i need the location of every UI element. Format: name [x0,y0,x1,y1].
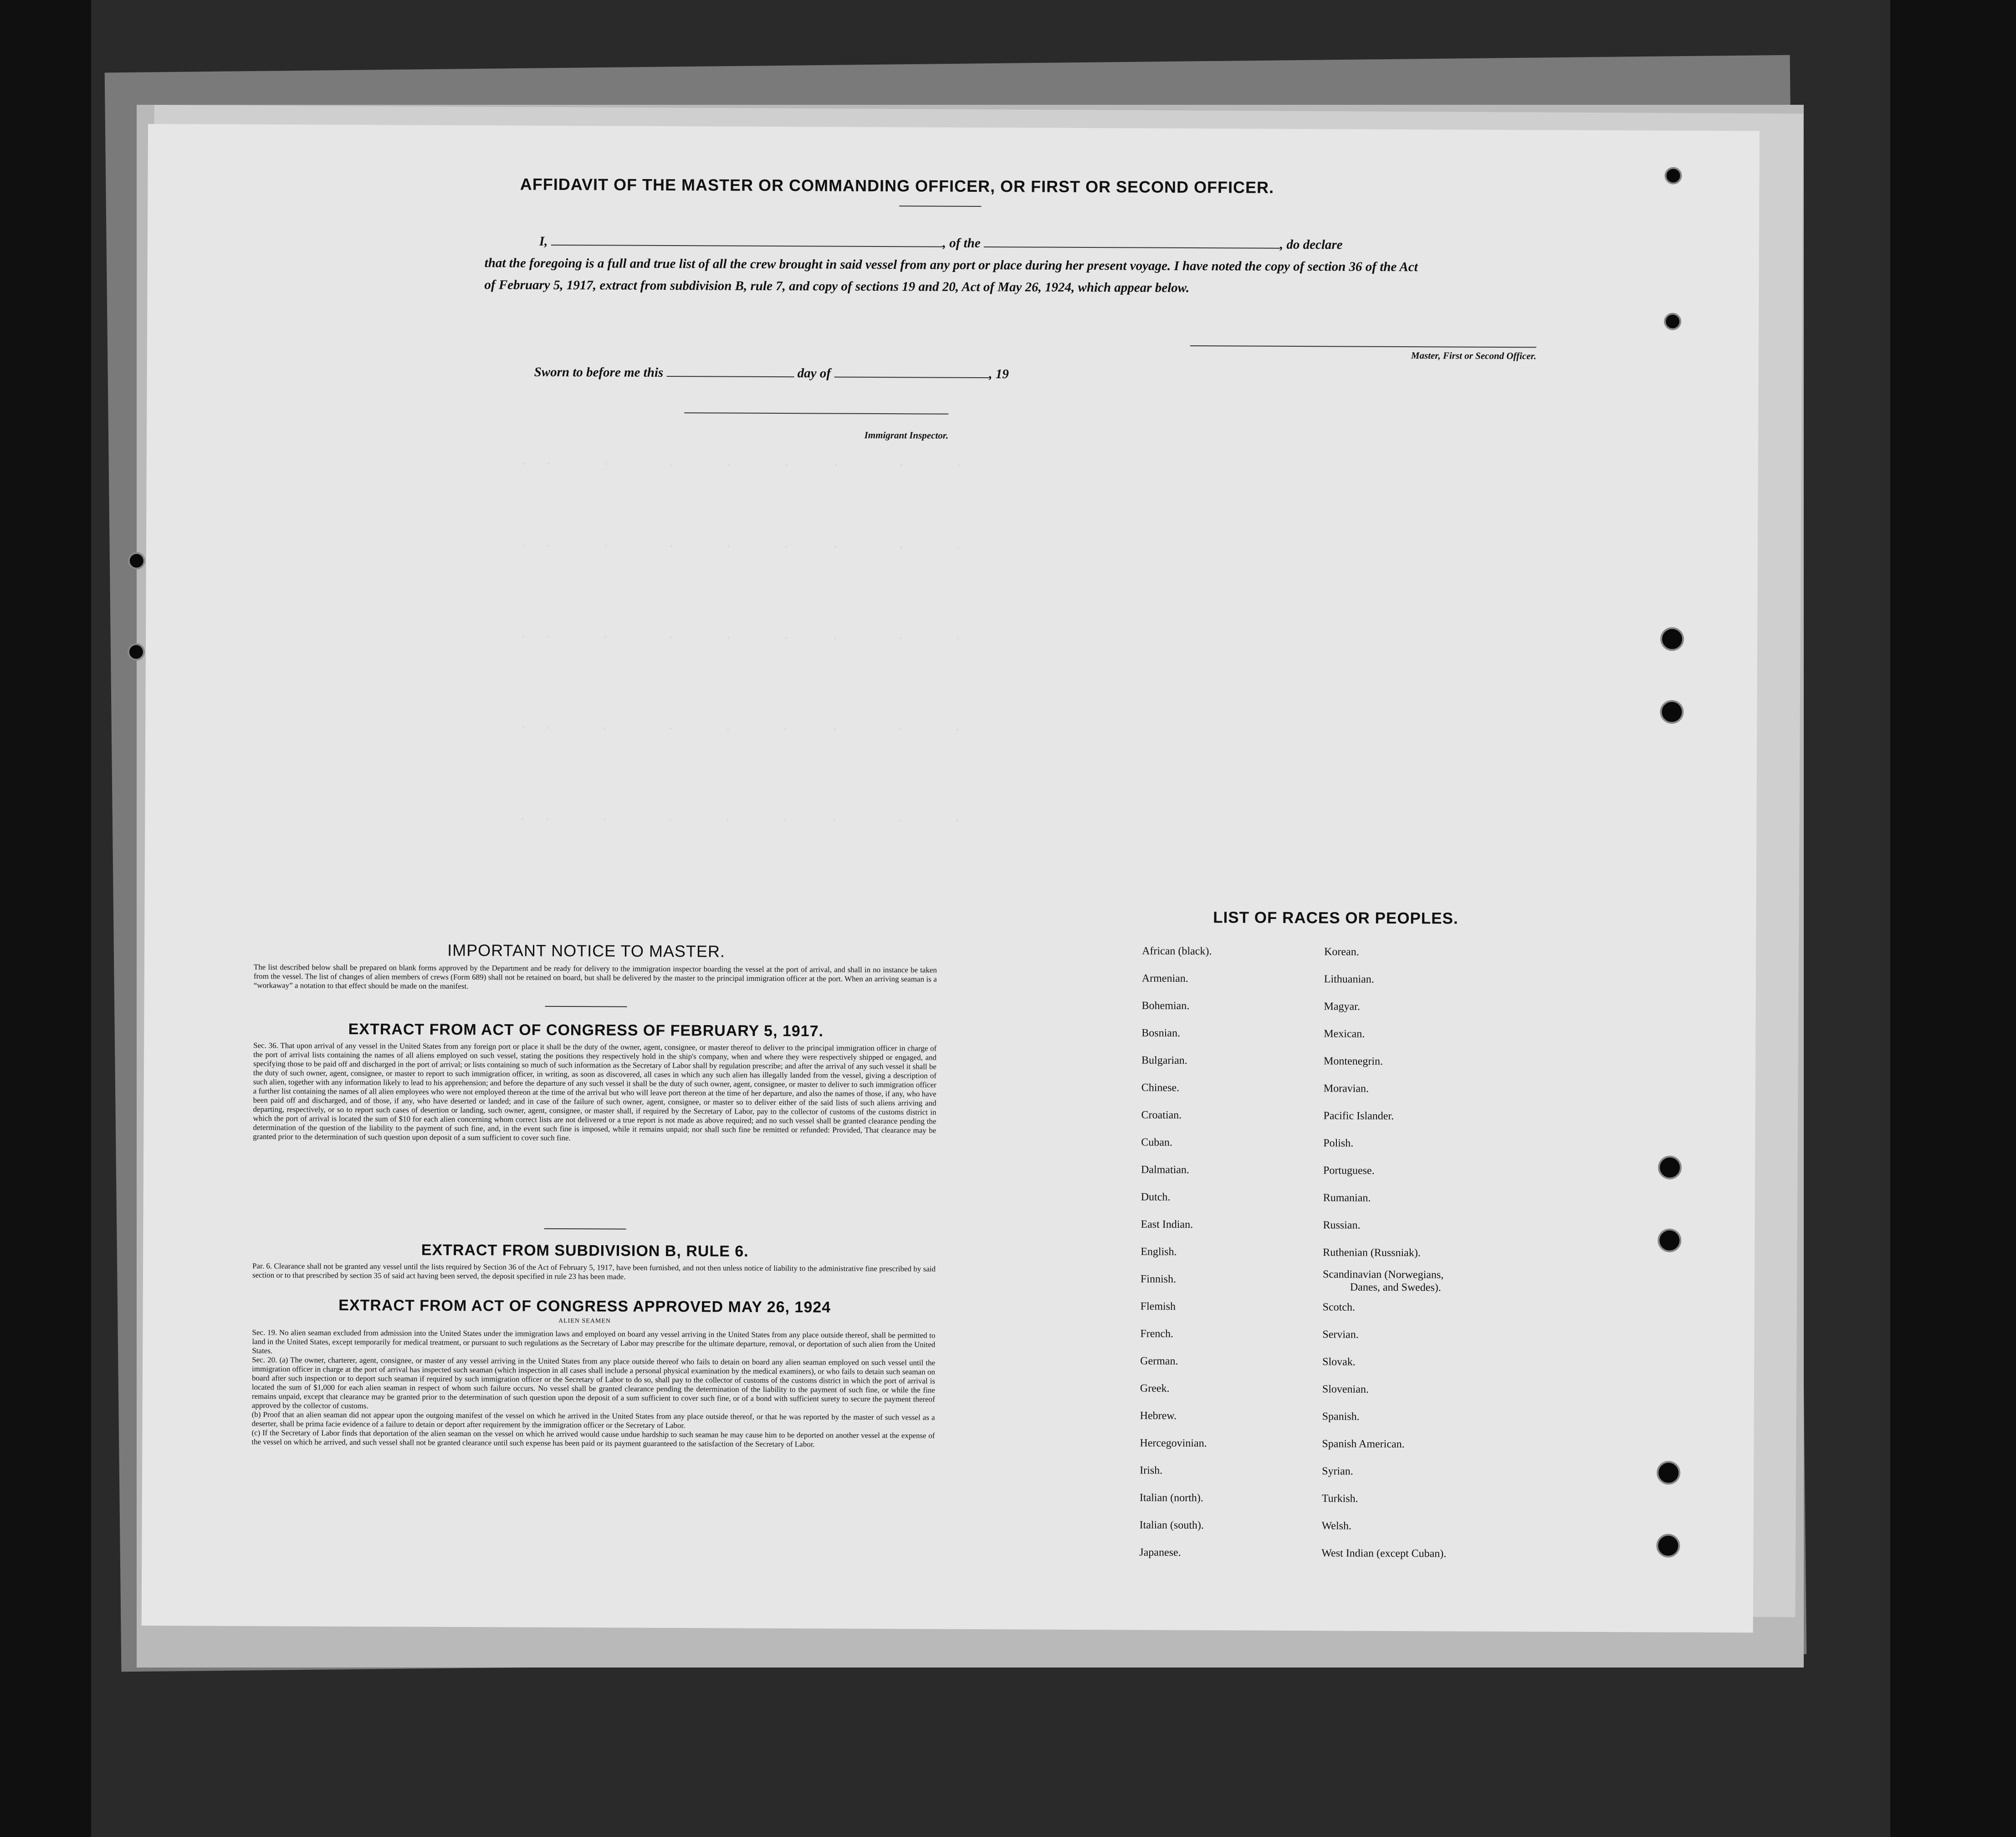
race-item: Scotch. [1322,1301,1356,1314]
race-item: Dutch. [1141,1191,1171,1203]
race-item: Korean. [1324,946,1359,958]
sworn-day-blank[interactable] [666,365,794,377]
bleed-through: . . . . . . . . . [520,453,963,471]
sworn-month-blank[interactable] [834,366,989,378]
race-item: Pacific Islander. [1323,1110,1394,1122]
race-item: Finnish. [1140,1273,1177,1285]
sworn-line [534,364,1009,382]
race-item: Irish. [1140,1464,1163,1477]
sec-20c-text: (c) If the Secretary of Labor finds that deportation of the alien seaman on the vessel on which he arrived would cause undue hardship to such seaman he may cause him to be deported on another vessel at the expense of the vessel on which he arrived, and such vessel shall not be granted clearance until such expense has been paid or its payment guaranteed to the satisfaction of the Secretary of Labor. [251,1428,935,1449]
extract-1917-text: Sec. 36. That upon arrival of any vessel in the United States from any foreign port or place it shall be the duty of the owner, agent, consignee, or master thereof to deliver to the principal immigration officer in charge of the port of arrival lists containing the names of all aliens employed on such vessel, stating the positions they respectively hold in the ship's company, when and where they were respectively shipped or engaged, and specifying those to be paid off and discharged in the port of arrival; or lists containing so much of such information as the Secretary of Labor shall by regulation prescribe; and after the arrival of any such vessel it shall be the duty of such owner, agent, consignee, or master to report to such immigration officer, in writing, as soon as discovered, all cases in which any such alien has illegally landed from the vessel, giving a description of such alien, together with any information likely to lead to his apprehension; and before the departure of any such vessel it shall be the duty of such owner, agent, consignee, or master to deliver to such immigration officer a further list containing the names of all alien employees who were not employed thereon at the time of the arrival but who will leave port thereon at the time of her departure, and also the names of those, if any, who have been paid off and discharged, and of those, if any, who have deserted or landed; and in case of the failure of such owner, agent, consignee, or master so to deliver either of the said lists of such aliens arriving and departing, respectively, or so to report such cases of desertion or landing, such owner, agent, consignee, or master shall, if required by the Secretary of Labor, pay to the collector of customs of the customs district in which the port of arrival is located the sum of $10 for each alien concerning whom correct lists are not delivered or a true report is not made as above required; and no such vessel shall be granted clearance pending the determination of the question of the liability to the payment of such fine, and, in the event such fine is imposed, while it remains unpaid; nor shall such fine be remitted or refunded: Provided, That clearance may be granted prior to the determination of such question upon deposit of a sum sufficient to cover such fine. [253,1041,937,1143]
sec-19-text: Sec. 19. No alien seaman excluded from admission into the United States under the immigration laws and employed on board any vessel arriving in the United States from any place outside thereof, shall be permitted to land in the United States, except temporarily for medical treatment, or pursuant to such regulations as the Secretary of Labor may prescribe for the ultimate departure, removal, or deportation of such alien from the United States. [252,1328,936,1355]
extract-rule6-text: Par. 6. Clearance shall not be granted any vessel until the lists required by Section 36 of the Act of February 5, 1917, have been furnished, and not then unless notice of liability to the administrative fine prescribed by said section or to that prescribed by section 35 of said act having been served, the deposit specified in rule 23 has been made. [252,1262,936,1281]
race-item: Lithuanian. [1324,973,1374,985]
inspector-signature-line[interactable] [684,412,948,415]
punch-hole [1656,1534,1680,1557]
race-item: Japanese. [1139,1546,1181,1559]
race-item: Mexican. [1324,1028,1365,1040]
race-item: English. [1141,1246,1177,1258]
race-item: Bosnian. [1141,1027,1181,1039]
race-item: Spanish American. [1322,1438,1405,1451]
section-rule [545,1006,627,1007]
race-item: Welsh. [1321,1520,1352,1532]
race-item: Russian. [1323,1219,1361,1232]
inspector-label: Immigrant Inspector. [864,429,949,441]
sworn-prefix: Sworn to before me this [534,364,664,380]
race-item: Cuban. [1141,1136,1172,1149]
race-item: West Indian (except Cuban). [1321,1547,1447,1560]
of-the-text: , of the [942,236,981,251]
race-item: Ruthenian (Russniak). [1323,1247,1421,1259]
race-item: Portuguese. [1323,1165,1375,1177]
race-item: Dalmatian. [1141,1164,1190,1176]
race-item: Slovenian. [1322,1383,1369,1396]
race-item: Rumanian. [1323,1192,1371,1204]
sworn-year: , 19 [989,367,1009,382]
punch-hole [1660,700,1683,724]
extract-1917-title: EXTRACT FROM ACT OF CONGRESS OF FEBRUARY 5, 1917. [348,1020,824,1040]
race-item: East Indian. [1141,1218,1193,1231]
extract-rule6-title: EXTRACT FROM SUBDIVISION B, RULE 6. [421,1241,749,1260]
race-item: Hebrew. [1140,1410,1177,1422]
punch-hole [1658,1155,1682,1179]
race-item: Armenian. [1141,972,1188,985]
race-item: Scandinavian (Norwegians, [1322,1268,1444,1281]
race-item: Turkish. [1321,1493,1358,1505]
races-column-1 [1139,938,1212,1567]
race-item: Slovak. [1322,1356,1356,1368]
races-column-2 [1321,938,1449,1567]
sworn-day-of: day of [797,366,831,381]
race-item: Bulgarian. [1141,1054,1187,1067]
race-item: German. [1140,1355,1178,1367]
vessel-name-blank[interactable] [984,236,1280,249]
notice-text: The list described below shall be prepared on blank forms approved by the Department and be ready for delivery to the immigration inspector boarding the vessel at the port of arrival, and shall in no instance be taken from the vessel. The list of changes of alien members of crews (Form 689) shall not be retained on board, but shall be delivered by the master to the principal immigration officer at the port. When an arriving seaman is a “workaway” a notation to that effect should be made on the manifest. [253,963,937,991]
race-item: Greek. [1140,1382,1170,1395]
title-rule [899,205,981,207]
race-item: Hercegovinian. [1140,1437,1207,1450]
race-item: Magyar. [1324,1001,1360,1013]
punch-hole [1664,167,1682,185]
declarant-name-blank[interactable] [551,234,943,247]
race-item: Bohemian. [1141,1000,1190,1012]
signature-line[interactable] [1190,345,1536,348]
race-item: Moravian. [1323,1083,1369,1095]
bleed-through: . . . . . . . . . [518,809,962,826]
race-item: Italian (north). [1139,1492,1203,1504]
bleed-through: . . . . . . . . . [519,535,963,553]
race-item: French. [1140,1328,1174,1340]
race-item: Servian. [1322,1329,1359,1341]
punch-hole [1664,313,1681,330]
affidavit-statement: that the foregoing is a full and true list of all the crew brought in said vessel from any port or place during her present voyage. I have noted the copy of section 36 of the Act of February 5, 1917, extract from subdivision B, rule 7, and copy of sections 19 and 20, Act of May 26, 1924, which appear below. [484,256,1418,295]
section-rule [544,1228,626,1230]
affidavit-body [484,230,1423,300]
sec-20a-text: Sec. 20. (a) The owner, charterer, agent, consignee, or master of any vessel arriving in the United States from any place outside thereof who fails to detain on board any alien seaman employed on such vessel until the immigration officer in charge at the port of arrival has inspected such seaman (which inspection in all cases shall include a personal physical examination by the medical examiners), or who fails to detain such seaman on board after such inspection or to deport such seaman if required by such immigration officer or the Secretary of Labor to do so, shall pay to the collector of customs of the customs district in which the port of arrival is located the sum of $1,000 for each alien seaman in respect of whom such failure occurs. No vessel shall be granted clearance pending the determination of the liability to the payment of such fine, or while the fine remains unpaid, except that clearance may be granted prior to the determination of such question upon the deposit of a sum sufficient to cover such fine, or of a bond with sufficient surety to secure the payment thereof approved by the collector of customs. [251,1355,936,1411]
race-item: Chinese. [1141,1082,1180,1094]
punch-hole [1657,1461,1680,1484]
bleed-through: . . . . . . . . . [519,718,962,735]
punch-hole [1658,1228,1681,1252]
document-page [142,124,1760,1632]
race-item: Flemish [1140,1300,1176,1313]
notice-title: IMPORTANT NOTICE TO MASTER. [447,940,726,961]
race-item: Croatian. [1141,1109,1182,1121]
race-item: African (black). [1142,945,1212,958]
races-title: LIST OF RACES OR PEOPLES. [1213,908,1458,928]
punch-hole [1660,627,1684,651]
race-item: Montenegrin. [1323,1055,1383,1067]
extract-1924-title: EXTRACT FROM ACT OF CONGRESS APPROVED MAY 26, 1924 [338,1296,831,1316]
race-item: Danes, and Swedes). [1350,1281,1441,1294]
sec-20b-text: (b) Proof that an alien seaman did not appear upon the outgoing manifest of the vessel on which he arrived in the United States from any place outside thereof, or that he was reported by the master of such vessel as a deserter, shall be prima facie evidence of a failure to detain or deport after requirement by the immigration officer or the Secretary of Labor. [251,1410,935,1430]
punch-hole [128,643,145,661]
race-item: Syrian. [1322,1465,1353,1478]
do-declare-text: , do declare [1279,237,1343,252]
race-item: Polish. [1323,1137,1354,1149]
extract-1924-body [251,1328,935,1450]
race-item: Italian (south). [1139,1519,1204,1532]
bleed-through: . . . . . . . . . [519,626,962,644]
extract-1924-subtitle: ALIEN SEAMEN [558,1317,611,1325]
signature-label: Master, First or Second Officer. [1411,350,1536,362]
affidavit-title: AFFIDAVIT OF THE MASTER OR COMMANDING OFFICER, OR FIRST OR SECOND OFFICER. [520,174,1274,197]
race-item: Spanish. [1322,1411,1360,1423]
declarant-prefix: I, [539,234,548,249]
punch-hole [128,552,145,570]
